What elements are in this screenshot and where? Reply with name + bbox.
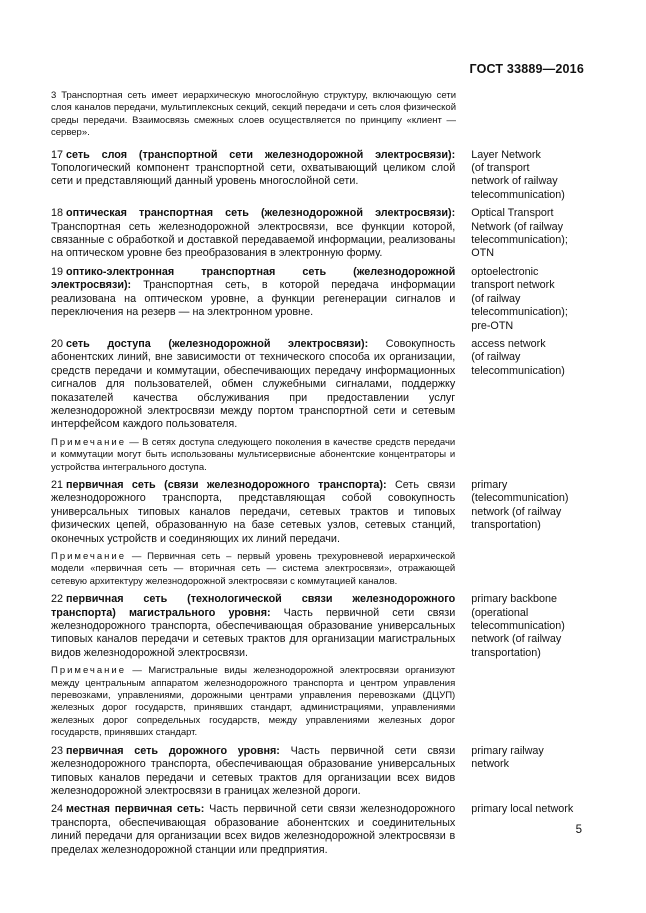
term-definition xyxy=(51,338,455,474)
term-text: Часть первичной сети связи железнодорожного транспорта, обеспечивающая образование универсальных типовых каналов передачи и сетевых трактов для организации магистральных видов железнодорожной электросвязи. xyxy=(51,606,456,659)
english-equivalent: Layer Network (of transport network of railway telecommunication) xyxy=(471,148,565,201)
term-definition xyxy=(51,266,455,333)
term-definition xyxy=(51,149,455,203)
term-entry xyxy=(51,149,591,203)
term-text: Часть первичной сети связи железнодорожного транспорта, обеспечивающая образование универсальных типовых каналов передачи и сетевых трактов для организации всех видов железнодорожной электросвязи в границах железной дороги. xyxy=(51,744,456,797)
term-name: оптико-электронная транспортная сеть (железнодорожной электросвязи): xyxy=(51,265,456,292)
term-number: 21 xyxy=(51,478,64,491)
term-entry xyxy=(51,745,591,799)
definition-paragraph xyxy=(51,479,455,546)
term-name: сеть слоя (транспортной сети железнодорожной электросвязи): xyxy=(66,148,456,161)
term-entry xyxy=(51,479,591,588)
note-text: — Магистральные виды железнодорожной электросвязи организуют между центральным аппаратом железнодорожного транспорта и центром управления перевозками, управлениями, дорожными центрами управления перевозками (ДЦУП) железных дорог государств, принявших стандарт, администрациями, управлениями железных дорог сопредельных государств, между управлениями железных дорог государств, принявших стандарт. xyxy=(51,665,456,739)
note-label: Примечание xyxy=(51,551,126,562)
note-label: Примечание xyxy=(51,665,126,677)
term-number: 20 xyxy=(51,337,64,350)
term-definition xyxy=(51,207,455,261)
definition-paragraph xyxy=(51,745,455,799)
english-equivalent: optoelectronic transport network (of railway telecommunication); pre-OTN xyxy=(471,265,568,332)
definition-paragraph xyxy=(51,803,455,857)
term-number: 23 xyxy=(51,744,64,757)
note-text: — В сетях доступа следующего поколения в качестве средств передачи и коммутации могут быть использованы мультисервисные абонентские концентраторы и устройства интегрального доступа. xyxy=(51,436,456,473)
term-entry xyxy=(51,593,591,739)
english-equivalent: primary backbone (operational telecommunication) network (of railway transportation) xyxy=(471,593,565,659)
intro-note: 3 Транспортная сеть имеет иерархическую многослойную структуру, включающую сети слоя каналов передачи, мультиплексных секций, секций передачи и сеть слоя физической среды передачи. Взаимосвязь смежных слоев осуществляется по принципу «клиент — сервер». xyxy=(51,90,456,139)
english-equivalent: primary local network xyxy=(471,803,574,816)
term-note xyxy=(51,551,455,588)
term-text: Сеть связи железнодорожного транспорта, представляющая собой совокупность универсальных типовых каналов передачи, сетевых трактов и типовых физических цепей, образованную на базе сетевых узлов, сетевых станций, оконечных устройств и соединяющих их линий передачи. xyxy=(51,478,456,545)
definition-paragraph xyxy=(51,207,455,261)
definition-paragraph xyxy=(51,593,455,660)
definition-paragraph xyxy=(51,149,455,189)
term-text: Транспортная сеть, в которой передача информации реализована на оптическом уровне, а функции регенерации сигналов и переключения на резерв — на электронном уровне. xyxy=(51,279,456,319)
term-name: первичная сеть (технологической связи железнодорожного транспорта) магистрального уровня: xyxy=(51,593,456,619)
definition-paragraph xyxy=(51,266,455,320)
term-number: 24 xyxy=(51,803,64,816)
term-number: 22 xyxy=(51,593,64,606)
note-text: — Первичная сеть – первый уровень трехуровневой иерархической модели «первичная сеть — вторичная сеть — система электросвязи», отражающей сетевую архитектуру железнодорожной электросвязи с коммутацией каналов. xyxy=(51,551,456,587)
term-name: первичная сеть дорожного уровня: xyxy=(66,744,280,757)
term-text: Часть первичной сети связи железнодорожного транспорта, обеспечивающая образование абонентских и соединительных линий передачи для организации всех видов железнодорожной электросвязи в пределах железнодорожной станции или предприятия. xyxy=(51,803,456,856)
term-name: сеть доступа (железнодорожной электросвязи): xyxy=(66,337,369,350)
term-number: 17 xyxy=(51,148,64,161)
term-entry xyxy=(51,207,591,261)
term-text: Совокупность абонентских линий, вне зависимости от технического способа их организации, средств передачи и коммутации, обеспечивающих передачу информационных сигналов для пользователей, обмен служебными сигналами, поддержку показателей качества обслуживания при предоставлении услуг железнодорожной электросвязи между портом транспортной сети и сетевым интерфейсом каждого пользователя. xyxy=(51,337,456,431)
term-name: оптическая транспортная сеть (железнодорожной электросвязи): xyxy=(66,207,456,220)
term-entries xyxy=(51,149,591,857)
term-text: Топологический компонент транспортной сети, охватывающий целиком слой сети и представляющий данный уровень многослойной сети. xyxy=(51,162,456,188)
english-equivalent: primary railway network xyxy=(471,744,544,771)
term-definition xyxy=(51,745,455,799)
term-name: первичная сеть (связи железнодорожного транспорта): xyxy=(66,478,387,491)
document-header: ГОСТ 33889—2016 xyxy=(469,62,584,76)
english-equivalent: primary (telecommunication) network (of railway transportation) xyxy=(471,478,569,532)
term-note xyxy=(51,665,455,739)
term-number: 18 xyxy=(51,207,64,220)
page-number: 5 xyxy=(575,824,582,836)
term-note xyxy=(51,437,455,474)
english-equivalent: access network (of railway telecommunication) xyxy=(471,337,565,377)
term-entry xyxy=(51,338,591,474)
term-entry xyxy=(51,803,591,857)
term-entry xyxy=(51,266,591,333)
term-definition xyxy=(51,803,455,857)
term-number: 19 xyxy=(51,265,64,278)
definition-paragraph xyxy=(51,338,455,432)
term-definition xyxy=(51,593,455,739)
english-equivalent: Optical Transport Network (of railway telecommunication); OTN xyxy=(471,207,568,260)
note-label: Примечание xyxy=(51,436,126,448)
page-content xyxy=(51,90,591,862)
term-definition xyxy=(51,479,455,588)
term-text: Транспортная сеть железнодорожной электросвязи, все функции которой, связанные с обработкой и доставкой передаваемой информации, реализованы на оптическом уровне без преобразования в электронную форму. xyxy=(51,220,456,260)
term-name: местная первичная сеть: xyxy=(66,803,205,816)
